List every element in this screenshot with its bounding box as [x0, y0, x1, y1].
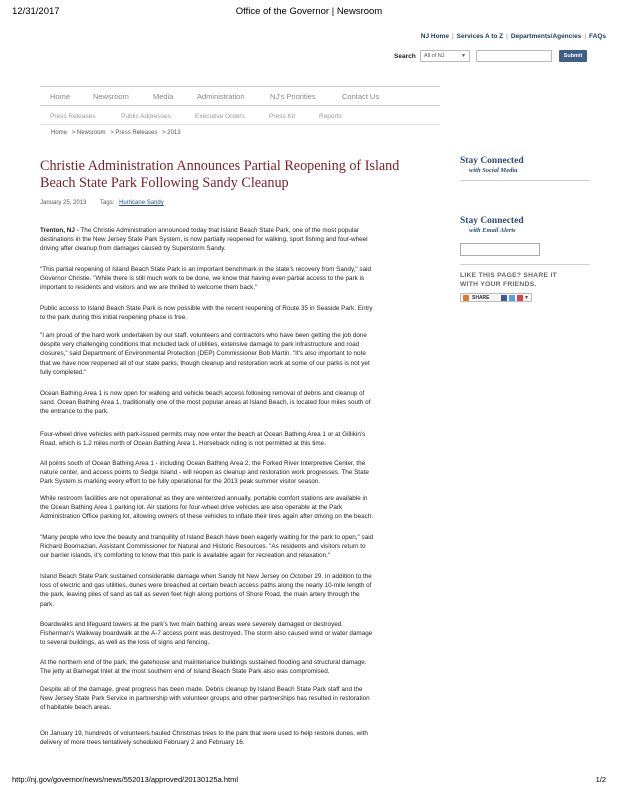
- stay-connected-email-heading: Stay Connected: [460, 216, 524, 226]
- paragraph-line: At the northern end of the park, the gatehouse and maintenance buildings sustained flooding and structural damage.: [40, 659, 367, 666]
- paragraph-line: the park, leaving piles of sand as tall as seven feet high along portions of Shore Road, the main artery through the: [40, 591, 360, 599]
- article-paragraph: [40, 620, 438, 648]
- paragraph-line: to several buildings, as well as the loss of signs and fencing.: [40, 639, 210, 647]
- paragraph-line: Administration Office parking lot, allowing owners of these vehicles to inflate their tires again after driving on the beach.: [40, 513, 374, 521]
- share-prompt-line: LIKE THIS PAGE? SHARE IT: [460, 272, 557, 279]
- paragraph-text: The Christie Administration announced today that Island Beach State Park, one of the most popular: [78, 227, 360, 234]
- submit-button[interactable]: Submit: [559, 50, 587, 62]
- divider: [460, 264, 590, 265]
- paragraph-line: "I am proud of the hard work undertaken by our staff, volunteers and contractors who have been getting the job done: [40, 332, 367, 339]
- breadcrumb-newsroom[interactable]: > Newsroom: [71, 130, 106, 136]
- article-paragraph: [40, 533, 438, 561]
- email-field[interactable]: [460, 243, 540, 256]
- article-paragraph: [40, 430, 438, 448]
- faqs-link[interactable]: FAQs: [589, 33, 606, 40]
- article-paragraph: [40, 729, 438, 747]
- breadcrumb-home[interactable]: Home: [51, 130, 68, 136]
- breadcrumb-press-releases[interactable]: > Press Releases: [110, 130, 158, 136]
- divider: |: [584, 33, 587, 40]
- nav-item-home[interactable]: Home: [50, 92, 71, 101]
- divider: [460, 180, 590, 181]
- nav-item-media[interactable]: Media: [153, 92, 174, 101]
- print-title: Office of the Governor | Newsroom: [235, 6, 383, 17]
- paragraph-line: New Jersey State Park Service in partnership with volunteer groups and other partnerships has resulted in restoration: [40, 695, 370, 703]
- nav-item-nj-priorities[interactable]: NJ's Priorities: [270, 92, 316, 101]
- share-prompt-line: WITH YOUR FRIENDS.: [460, 281, 537, 288]
- breadcrumb-year[interactable]: > 2013: [162, 130, 181, 136]
- paragraph-line: Governor Christie. "While there is still much work to be done, we know that having even partial access to the park is: [40, 275, 365, 283]
- sidebar: [460, 156, 590, 302]
- subnav-item-press-releases[interactable]: Press Releases: [50, 113, 96, 120]
- tag-link[interactable]: Hurricane Sandy: [119, 200, 164, 206]
- share-prompt: [460, 271, 590, 289]
- headline-line: Christie Administration Announces Partial Reopening of Island: [40, 158, 400, 174]
- paragraph-line: Island Beach State Park sustained considerable damage when Sandy hit New Jersey on October 29. In addition to the: [40, 573, 372, 580]
- paragraph-line: of habitable beach areas.: [40, 704, 112, 712]
- paragraph-line: important to residents and visitors and we are thrilled to welcome them back.": [40, 284, 258, 292]
- article-paragraph: [40, 331, 438, 377]
- article-paragraph: [40, 389, 438, 417]
- subnav-item-executive-orders[interactable]: Executive Orders: [195, 113, 245, 120]
- paragraph-line: [40, 226, 438, 235]
- article-date: January 25, 2013: [40, 200, 87, 206]
- chevron-down-icon: ▼: [461, 53, 466, 59]
- paragraph-line: fully completed.": [40, 368, 87, 376]
- nav-item-administration[interactable]: Administration: [197, 92, 245, 101]
- paragraph-line: Boardwalks and lifeguard towers at the park's two main bathing areas were severely damaged or destroyed.: [40, 621, 344, 628]
- nav-item-newsroom[interactable]: Newsroom: [93, 92, 129, 101]
- search-bar: [394, 50, 594, 64]
- paragraph-line: that we have now reopened all of our state parks, though cleanup and restoration work at some of our parks is not yet: [40, 359, 370, 367]
- print-footer: [12, 775, 606, 787]
- breadcrumb: [51, 130, 184, 136]
- subnav-item-reports[interactable]: Reports: [319, 113, 342, 120]
- twitter-icon: [509, 295, 515, 301]
- article-meta: [40, 200, 164, 206]
- paragraph-line: driving after cleanup from damages caused by Superstorm Sandy.: [40, 245, 226, 253]
- headline-line: Beach State Park Following Sandy Cleanup: [40, 175, 289, 191]
- page-title: [40, 158, 440, 192]
- paragraph-line: Ocean Bathing Area 1 is now open for walking and vehicle beach access following removal of debris and cleanup of: [40, 390, 365, 397]
- paragraph-line: "Many people who love the beauty and tranquility of Island Beach have been eagerly waiting for the park to open," said: [40, 534, 374, 541]
- dateline: Trenton, NJ -: [40, 227, 79, 234]
- services-a-to-z-link[interactable]: Services A to Z: [456, 33, 504, 40]
- search-label: Search: [394, 53, 416, 60]
- article-paragraph: [40, 685, 438, 713]
- divider: |: [506, 33, 508, 40]
- sub-nav: [40, 112, 440, 125]
- stay-connected-social-heading: Stay Connected: [460, 156, 524, 166]
- paragraph-line: Public access to Island Beach State Park is now possible with the recent reopening of Route 35 in Seaside Park. Entry: [40, 305, 373, 312]
- paragraph-line: All points south of Ocean Bathing Area 1 - including Ocean Bathing Area 2, the Forked River Interpretive Center, the: [40, 460, 366, 467]
- article-paragraph: [40, 572, 438, 609]
- paragraph-line: nature center, and access points to Sedge Island - will reopen as cleanup and restoration work progresses. The State: [40, 469, 369, 477]
- search-scope-value: All of NJ: [424, 53, 445, 59]
- paragraph-line: While restroom facilities are not operational as they are winterized annually, portable comfort stations are available in: [40, 495, 368, 502]
- print-url: http://nj.gov/governor/news/news/552013/approved/20130125a.html: [12, 775, 238, 784]
- social-media-link[interactable]: with Social Media: [469, 167, 518, 174]
- facebook-icon: [501, 295, 507, 301]
- print-date: 12/31/2017: [12, 6, 60, 17]
- search-scope-select[interactable]: [420, 50, 470, 62]
- paragraph-line: "This partial reopening of Island Beach State Park is an important benchmark in the state's recovery from Sandy," said: [40, 266, 372, 273]
- paragraph-line: closures," said Department of Environmental Protection (DEP) Commissioner Bob Martin. "It's also important to note: [40, 350, 366, 358]
- paragraph-line: park.: [40, 600, 55, 608]
- email-share-icon: [517, 295, 523, 301]
- departments-agencies-link[interactable]: Departments/Agencies: [510, 33, 582, 40]
- paragraph-line: Road, which is 1.2 miles north of Ocean Bathing Area 1. Horseback riding is not permitted at this time.: [40, 440, 326, 448]
- divider: |: [451, 33, 454, 40]
- paragraph-line: our barrier islands, it's comforting to know that this park is available again for recreation and relaxation.": [40, 552, 331, 560]
- article-paragraph: [40, 265, 438, 293]
- paragraph-line: Four-wheel drive vehicles with park-issued permits may now enter the beach at Ocean Bathing Area 1 or at Gillikin's: [40, 431, 366, 438]
- subnav-item-press-kit[interactable]: Press Kit: [269, 113, 296, 120]
- chevron-down-icon: ▾: [525, 295, 529, 301]
- email-alerts-label: with Email Alerts: [469, 227, 516, 234]
- paragraph-line: Park System is marking every effort to be fully operational for the 2013 peak summer visitor season.: [40, 478, 321, 486]
- main-nav: [40, 86, 440, 106]
- paragraph-line: destinations in the New Jersey State Park System, is now partially reopened for walking, sport fishing and four-wheel: [40, 236, 368, 244]
- paragraph-line: loss of electric and gas utilities, dunes were breached at certain beach access paths along the nearly 10-mile length of: [40, 582, 372, 590]
- share-label: SHARE: [472, 295, 490, 301]
- paragraph-line: the entrance to the park.: [40, 408, 109, 416]
- article-paragraph: [40, 658, 438, 676]
- paragraph-line: The jetty at Barnegat Inlet at the most southern end of Island Beach State Park also was compromised.: [40, 668, 330, 676]
- paragraph-line: to the park during this initial reopening phase is free.: [40, 314, 188, 322]
- nj-home-link[interactable]: NJ Home: [420, 33, 449, 40]
- tags-label: Tags:: [100, 200, 115, 206]
- utility-links: [421, 33, 606, 40]
- article-paragraph: [40, 494, 438, 522]
- paragraph-line: Fisherman's Walkway boardwalk at the A-7 access point was destroyed. The storm also caused wind or water damage: [40, 630, 373, 638]
- subnav-item-public-addresses[interactable]: Public Addresses: [121, 113, 171, 120]
- print-page-number: 1/2: [595, 775, 606, 784]
- article-paragraph: [40, 226, 438, 254]
- paragraph-line: On January 19, hundreds of volunteers hauled Christmas trees to the park that were used to help restore dunes, with: [40, 730, 368, 737]
- paragraph-line: sand. Ocean Bathing Area 1, traditionally one of the most popular areas at Island Beach, is located four miles south of: [40, 399, 371, 407]
- article-paragraph: [40, 304, 438, 322]
- paragraph-line: the Ocean Bathing Area 1 parking lot. Air stations for four-wheel drive vehicles are also operable at the Park: [40, 504, 343, 512]
- share-button[interactable]: [460, 293, 532, 302]
- search-input[interactable]: [476, 50, 552, 62]
- paragraph-line: despite very challenging conditions that included lack of utilities, extensive damage to park infrastructure and road: [40, 341, 360, 349]
- share-plus-icon: [463, 295, 469, 301]
- paragraph-line: Despite all of the damage, great progress has been made. Debris cleanup by Island Beach State Park staff and the: [40, 686, 363, 693]
- paragraph-line: Richard Boornazian, Assistant Commissioner for Natural and Historic Resources. "As residents and visitors return to: [40, 543, 366, 551]
- nav-item-contact-us[interactable]: Contact Us: [342, 92, 380, 101]
- paragraph-line: delivery of more trees tentatively scheduled February 2 and February 16.: [40, 739, 245, 747]
- print-header: [12, 6, 606, 20]
- article-paragraph: [40, 459, 438, 487]
